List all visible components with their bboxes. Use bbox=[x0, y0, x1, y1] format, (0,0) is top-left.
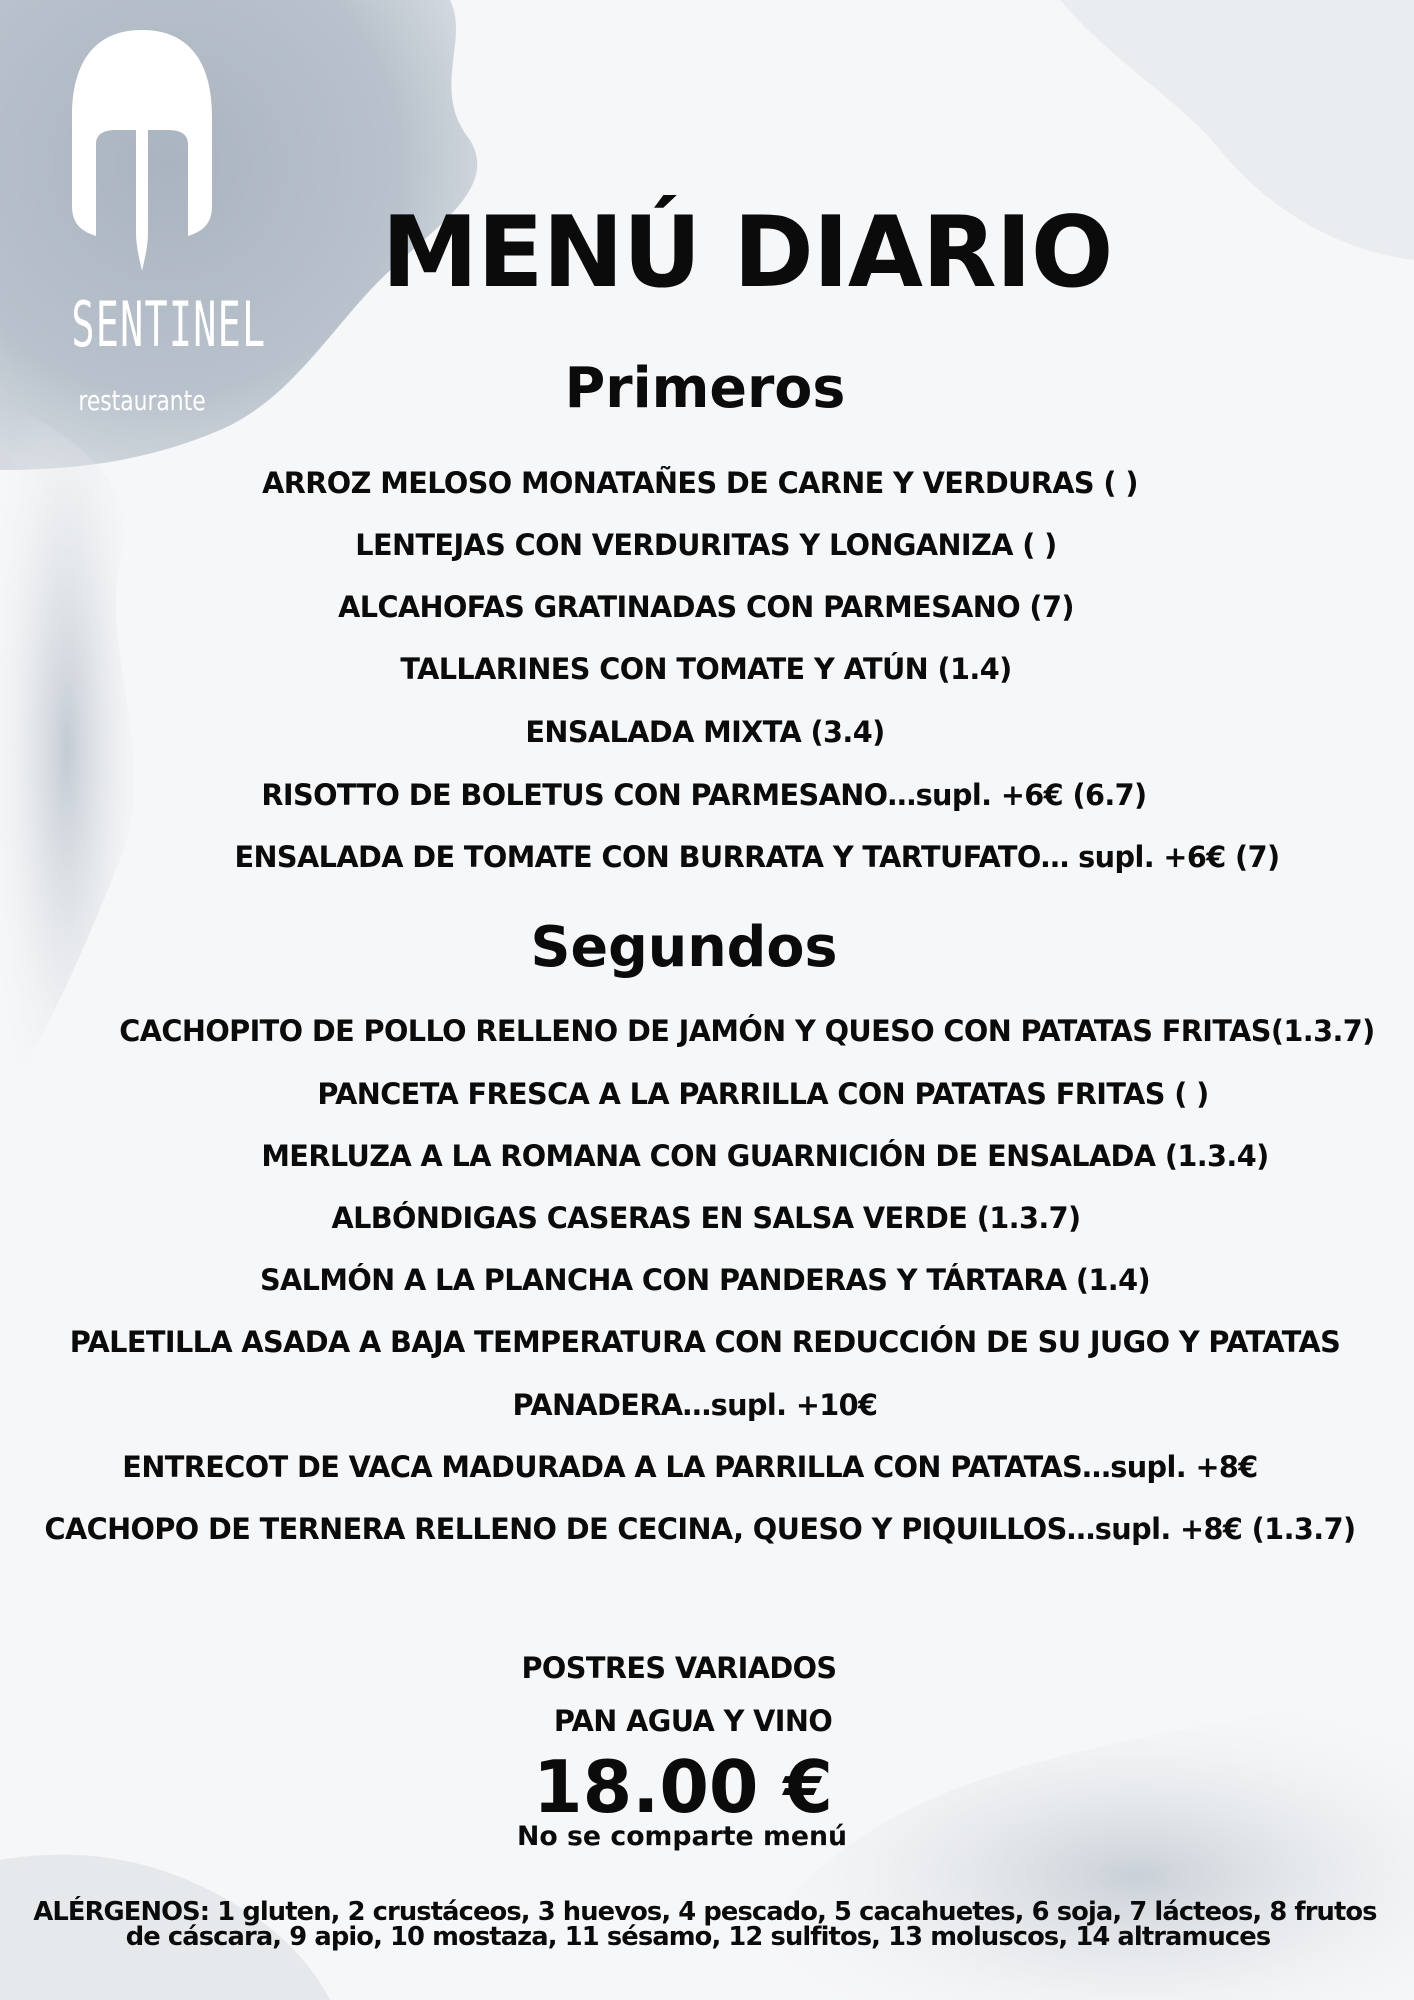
segundos-item: CACHOPITO DE POLLO RELLENO DE JAMÓN Y QUESO CON PATATAS FRITAS(1.3.7) bbox=[119, 1014, 1375, 1048]
primeros-item: ALCAHOFAS GRATINADAS CON PARMESANO (7) bbox=[338, 590, 1074, 624]
primeros-item: ENSALADA DE TOMATE CON BURRATA Y TARTUFATO… supl. +6€ (7) bbox=[234, 840, 1280, 874]
page-title: MENÚ DIARIO bbox=[381, 196, 1113, 310]
primeros-item: LENTEJAS CON VERDURITAS Y LONGANIZA ( ) bbox=[355, 528, 1057, 562]
segundos-heading: Segundos bbox=[530, 915, 838, 980]
primeros-heading: Primeros bbox=[564, 356, 846, 421]
brand-name: SENTINEL bbox=[71, 288, 267, 361]
segundos-item: CACHOPO DE TERNERA RELLENO DE CECINA, QUESO Y PIQUILLOS…supl. +8€ (1.3.7) bbox=[44, 1512, 1356, 1546]
primeros-item: TALLARINES CON TOMATE Y ATÚN (1.4) bbox=[400, 652, 1012, 686]
no-share-note: No se comparte menú bbox=[516, 1821, 848, 1852]
menu-price: 18.00 € bbox=[533, 1745, 833, 1829]
primeros-item: ARROZ MELOSO MONATAÑES DE CARNE Y VERDURAS ( ) bbox=[262, 466, 1138, 500]
allergens-line-1: ALÉRGENOS: 1 gluten, 2 crustáceos, 3 huevos, 4 pescado, 5 cacahuetes, 6 soja, 7 lácteos, 8 frutos bbox=[33, 1897, 1377, 1927]
segundos-item: PALETILLA ASADA A BAJA TEMPERATURA CON REDUCCIÓN DE SU JUGO Y PATATAS bbox=[69, 1325, 1341, 1359]
segundos-item: PANADERA…supl. +10€ bbox=[512, 1388, 878, 1422]
segundos-item: ENTRECOT DE VACA MADURADA A LA PARRILLA CON PATATAS…supl. +8€ bbox=[122, 1450, 1258, 1484]
segundos-item: ALBÓNDIGAS CASERAS EN SALSA VERDE (1.3.7) bbox=[331, 1201, 1081, 1235]
postres-label: POSTRES VARIADOS bbox=[521, 1651, 837, 1685]
allergens-line-2: de cáscara, 9 apio, 10 mostaza, 11 sésamo, 12 sulfitos, 13 moluscos, 14 altramuces bbox=[125, 1922, 1271, 1952]
primeros-item: RISOTTO DE BOLETUS CON PARMESANO…supl. +6€ (6.7) bbox=[261, 778, 1147, 812]
primeros-item: ENSALADA MIXTA (3.4) bbox=[525, 715, 885, 749]
segundos-item: PANCETA FRESCA A LA PARRILLA CON PATATAS FRITAS ( ) bbox=[317, 1077, 1209, 1111]
segundos-item: MERLUZA A LA ROMANA CON GUARNICIÓN DE ENSALADA (1.3.4) bbox=[261, 1139, 1269, 1173]
segundos-item: SALMÓN A LA PLANCHA CON PANDERAS Y TÁRTARA (1.4) bbox=[259, 1263, 1151, 1297]
brand-subtitle: restaurante bbox=[78, 384, 206, 417]
pan-agua-vino-label: PAN AGUA Y VINO bbox=[553, 1704, 833, 1738]
